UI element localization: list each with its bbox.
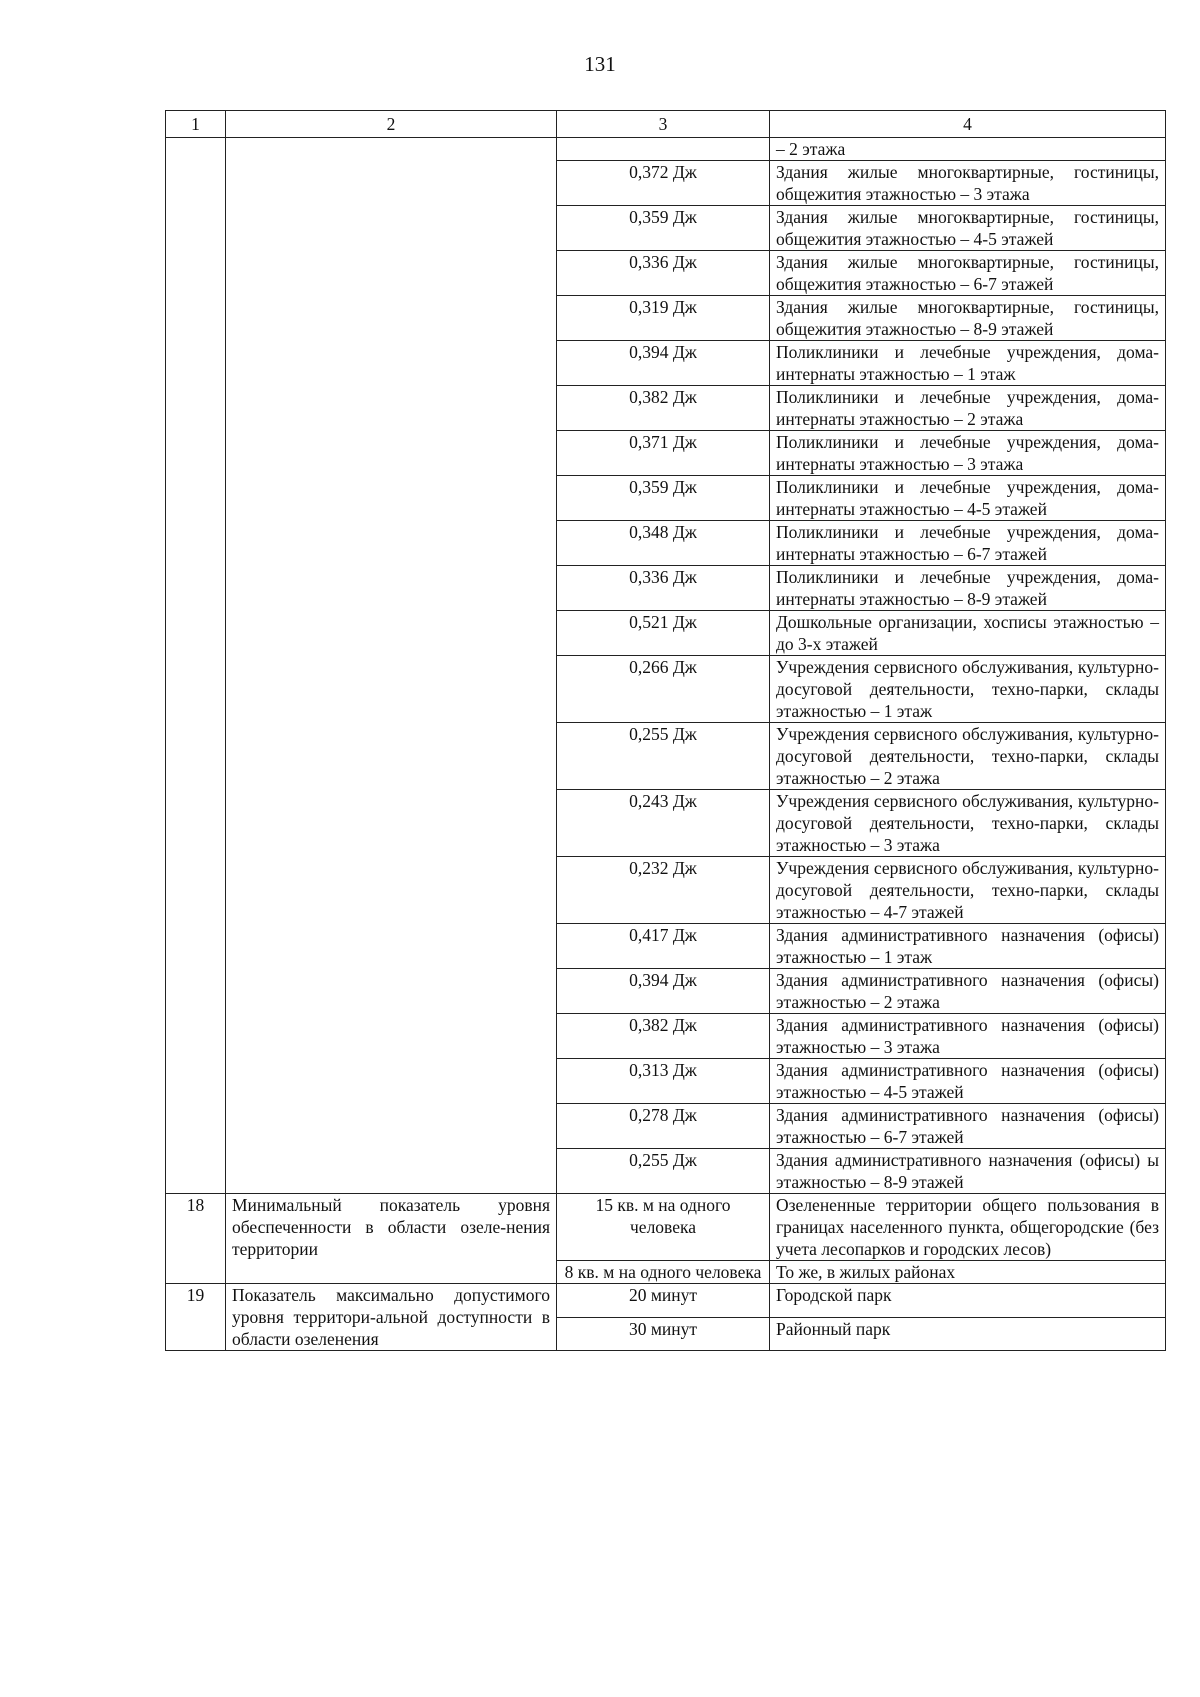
description-cell: Районный парк <box>770 1317 1166 1351</box>
value-cell: 30 минут <box>557 1317 770 1351</box>
value-cell: 0,394 Дж <box>557 341 770 386</box>
description-cell: Здания административного назначения (офисы) этажностью – 3 этажа <box>770 1014 1166 1059</box>
header-cell-2: 2 <box>226 111 557 138</box>
value-cell: 0,359 Дж <box>557 476 770 521</box>
value-cell: 0,255 Дж <box>557 723 770 790</box>
header-cell-1: 1 <box>166 111 226 138</box>
page-number: 131 <box>584 52 616 76</box>
description-cell: Здания административного назначения (офисы) этажностью – 6-7 этажей <box>770 1104 1166 1149</box>
description-cell: Здания административного назначения (офисы) этажностью – 1 этаж <box>770 924 1166 969</box>
value-cell: 0,382 Дж <box>557 1014 770 1059</box>
description-cell: Здания жилые многоквартирные, гостиницы, общежития этажностью – 8-9 этажей <box>770 296 1166 341</box>
description-cell: Здания административного назначения (офисы) ы этажностью – 8-9 этажей <box>770 1149 1166 1194</box>
norms-table <box>165 110 1166 1351</box>
description-cell: Поликлиники и лечебные учреждения, дома-интернаты этажностью – 8-9 этажей <box>770 566 1166 611</box>
table-row <box>166 1284 1166 1318</box>
value-cell: 0,417 Дж <box>557 924 770 969</box>
value-cell: 15 кв. м на одного человека <box>557 1194 770 1261</box>
description-cell: Поликлиники и лечебные учреждения, дома-интернаты этажностью – 2 этажа <box>770 386 1166 431</box>
description-cell: Здания жилые многоквартирные, гостиницы, общежития этажностью – 4-5 этажей <box>770 206 1166 251</box>
value-cell: 0,382 Дж <box>557 386 770 431</box>
description-cell: То же, в жилых районах <box>770 1261 1166 1284</box>
description-cell: Здания административного назначения (офисы) этажностью – 2 этажа <box>770 969 1166 1014</box>
value-cell: 0,232 Дж <box>557 857 770 924</box>
value-cell: 0,255 Дж <box>557 1149 770 1194</box>
value-cell: 0,394 Дж <box>557 969 770 1014</box>
value-cell: 0,243 Дж <box>557 790 770 857</box>
value-cell: 0,336 Дж <box>557 251 770 296</box>
description-cell: Дошкольные организации, хосписы этажностью – до 3-х этажей <box>770 611 1166 656</box>
value-cell: 0,313 Дж <box>557 1059 770 1104</box>
description-cell: Учреждения сервисного обслуживания, культурно-досуговой деятельности, техно-парки, склады этажностью – 2 этажа <box>770 723 1166 790</box>
description-cell: Учреждения сервисного обслуживания, культурно-досуговой деятельности, техно-парки, склады этажностью – 4-7 этажей <box>770 857 1166 924</box>
row-number-cell: 19 <box>166 1284 226 1351</box>
value-cell: 0,372 Дж <box>557 161 770 206</box>
description-cell: Поликлиники и лечебные учреждения, дома-интернаты этажностью – 3 этажа <box>770 431 1166 476</box>
description-cell: Поликлиники и лечебные учреждения, дома-интернаты этажностью – 1 этаж <box>770 341 1166 386</box>
description-cell: Городской парк <box>770 1284 1166 1318</box>
value-cell: 0,348 Дж <box>557 521 770 566</box>
indicator-cell: Показатель максимально допустимого уровня территори-альной доступности в области озеленения <box>226 1284 557 1351</box>
table-row <box>166 1194 1166 1261</box>
table-row <box>166 138 1166 161</box>
row-number-cell: 18 <box>166 1194 226 1284</box>
value-cell: 0,319 Дж <box>557 296 770 341</box>
value-cell: 8 кв. м на одного человека <box>557 1261 770 1284</box>
description-cell: Здания жилые многоквартирные, гостиницы, общежития этажностью – 3 этажа <box>770 161 1166 206</box>
value-cell: 0,359 Дж <box>557 206 770 251</box>
description-cell: Поликлиники и лечебные учреждения, дома-интернаты этажностью – 6-7 этажей <box>770 521 1166 566</box>
value-cell: 0,266 Дж <box>557 656 770 723</box>
row-number-cell <box>166 138 226 1194</box>
value-cell: 0,521 Дж <box>557 611 770 656</box>
value-cell: 0,336 Дж <box>557 566 770 611</box>
header-cell-3: 3 <box>557 111 770 138</box>
description-cell: Здания жилые многоквартирные, гостиницы, общежития этажностью – 6-7 этажей <box>770 251 1166 296</box>
description-cell: Учреждения сервисного обслуживания, культурно-досуговой деятельности, техно-парки, склады этажностью – 1 этаж <box>770 656 1166 723</box>
header-cell-4: 4 <box>770 111 1166 138</box>
indicator-cell: Минимальный показатель уровня обеспеченности в области озеле-нения территории <box>226 1194 557 1284</box>
description-cell: Учреждения сервисного обслуживания, культурно-досуговой деятельности, техно-парки, склады этажностью – 3 этажа <box>770 790 1166 857</box>
description-cell: Здания административного назначения (офисы) этажностью – 4-5 этажей <box>770 1059 1166 1104</box>
value-cell: 0,371 Дж <box>557 431 770 476</box>
indicator-cell <box>226 138 557 1194</box>
column-number-header-row <box>166 111 1166 138</box>
value-cell: 0,278 Дж <box>557 1104 770 1149</box>
description-cell: Поликлиники и лечебные учреждения, дома-интернаты этажностью – 4-5 этажей <box>770 476 1166 521</box>
description-cell: Озелененные территории общего пользования в границах населенного пункта, общегородские (без учета лесопарков и городских лесов) <box>770 1194 1166 1261</box>
value-cell: 20 минут <box>557 1284 770 1318</box>
description-cell: – 2 этажа <box>770 138 1166 161</box>
value-cell <box>557 138 770 161</box>
